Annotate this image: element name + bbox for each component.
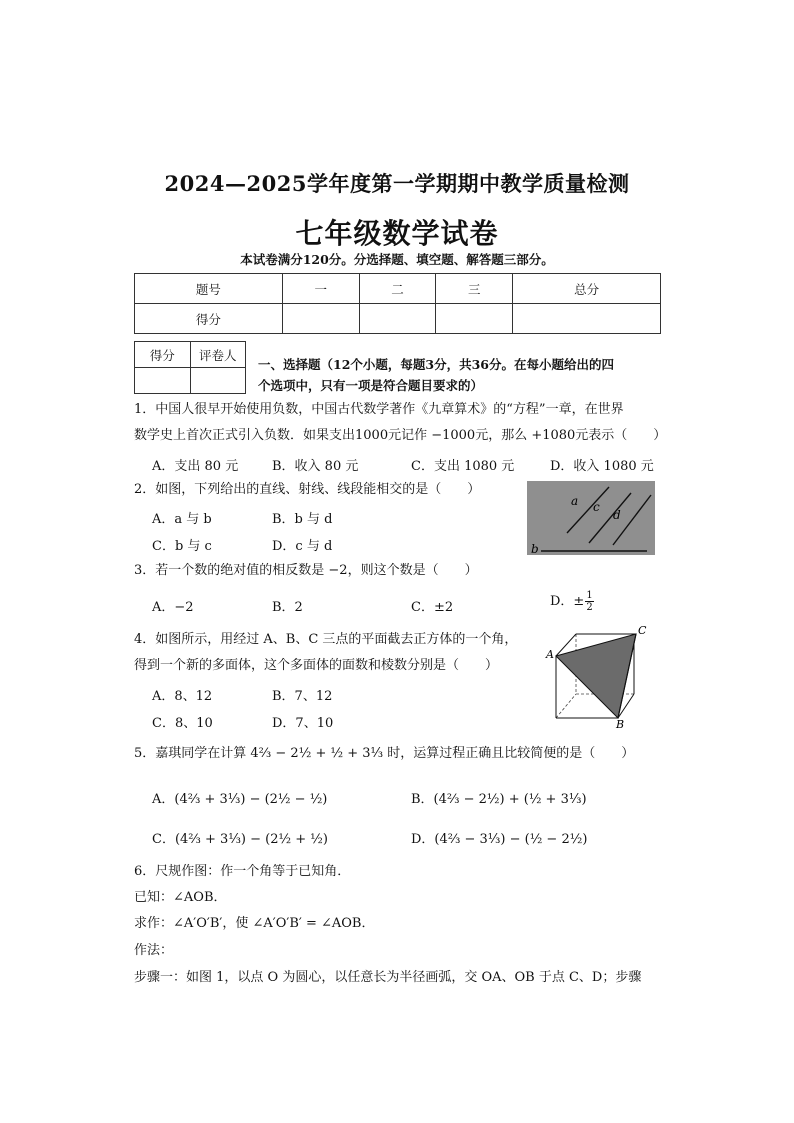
q6-known: 已知：∠AOB． [134, 890, 227, 905]
grader-header-score: 得分 [135, 342, 191, 368]
q5-option-b[interactable]: B．(4⅔ − 2½) + (½ + 3⅓) [411, 792, 587, 807]
q1-line2: 数学史上首次正式引入负数．如果支出1000元记作 −1000元，那么 +1080元表示（ ） [134, 428, 667, 443]
q5-option-a[interactable]: A．(4⅔ + 3⅓) − (2½ − ½) [152, 792, 328, 807]
q2-figure-background [527, 481, 655, 555]
score-header-cell: 二 [359, 274, 436, 304]
q4-label-b: B [616, 718, 625, 728]
score-table [134, 273, 661, 334]
exam-subtitle: 七年级数学试卷 [295, 217, 499, 250]
score-cell[interactable] [436, 304, 513, 334]
q3-option-c[interactable]: C．±2 [411, 600, 454, 615]
score-header-cell: 题号 [135, 274, 283, 304]
q5-stem-expression: 4⅔ − 2½ + ½ + 3⅓ [250, 746, 384, 761]
q2-label-d: d [613, 508, 621, 522]
q6-method: 作法： [134, 943, 174, 958]
q5-option-d[interactable]: D．(4⅔ − 3⅓) − (½ − 2½) [411, 832, 588, 847]
q4-option-d[interactable]: D．7、10 [272, 716, 334, 731]
score-header-cell: 总分 [513, 274, 661, 304]
q6-required: 求作：∠A′O′B′，使 ∠A′O′B′ = ∠AOB． [134, 916, 375, 931]
q1-option-b[interactable]: B．收入 80 元 [272, 459, 359, 474]
q2-label-a: a [571, 494, 579, 508]
section1-heading [258, 354, 668, 396]
q2-label-b: b [531, 542, 539, 555]
q3-stem: 3．若一个数的绝对值的相反数是 −2，则这个数是（ ） [134, 563, 478, 578]
q2-stem: 2．如图，下列给出的直线、射线、线段能相交的是（ ） [134, 482, 481, 497]
grader-name-cell[interactable] [190, 368, 246, 394]
q2-option-a[interactable]: A．a 与 b [152, 512, 212, 527]
score-row-label: 得分 [135, 304, 283, 334]
q4-label-c: C [638, 624, 647, 637]
q4-hidden-edge [556, 694, 576, 718]
score-header-cell: 三 [436, 274, 513, 304]
q5-option-c[interactable]: C．(4⅔ + 3⅓) − (2½ + ½) [152, 832, 328, 847]
score-table-header-row [135, 274, 661, 304]
q4-option-c[interactable]: C．8、10 [152, 716, 213, 731]
q4-line1: 4．如图所示，用经过 A、B、C 三点的平面截去正方体的一个角， [134, 632, 518, 647]
q5-stem [134, 744, 634, 764]
q1-option-a[interactable]: A．支出 80 元 [152, 459, 239, 474]
q1-line1: 1．中国人很早开始使用负数，中国古代数学著作《九章算术》的“方程”一章，在世界 [134, 402, 624, 417]
q2-option-d[interactable]: D．c 与 d [272, 539, 333, 554]
q4-option-b[interactable]: B．7、12 [272, 689, 333, 704]
q3-option-b[interactable]: B．2 [272, 600, 303, 615]
score-cell[interactable] [282, 304, 359, 334]
q1-option-c[interactable]: C．支出 1080 元 [411, 459, 515, 474]
score-cell[interactable] [359, 304, 436, 334]
q6-step1: 步骤一：如图 1，以点 O 为圆心，以任意长为半径画弧，交 OA、OB 于点 C、D；步骤 [134, 970, 642, 985]
q4-label-a: A [546, 648, 554, 661]
q2-figure [527, 481, 655, 555]
q3-option-d[interactable] [550, 590, 595, 613]
q2-option-c[interactable]: C．b 与 c [152, 539, 212, 554]
q1-option-d[interactable]: D．收入 1080 元 [550, 459, 654, 474]
grader-table [134, 341, 246, 394]
q4-line2: 得到一个新的多面体，这个多面体的面数和棱数分别是（ ） [134, 658, 499, 673]
section1-heading-line1: 一、选择题（12个小题，每题3分，共36分。在每小题给出的四 [258, 357, 614, 372]
q3-option-d-denominator: 2 [586, 602, 593, 613]
q4-cube-figure [544, 624, 650, 728]
q2-label-c: c [593, 500, 600, 514]
exam-title: 2024—2025学年度第一学期期中教学质量检测 [164, 171, 630, 196]
score-cell[interactable] [513, 304, 661, 334]
q3-option-d-fraction [585, 590, 593, 613]
score-table-score-row [135, 304, 661, 334]
q4-cut-face [556, 634, 636, 718]
q2-option-b[interactable]: B．b 与 d [272, 512, 333, 527]
q3-option-d-numerator: 1 [586, 590, 593, 601]
score-header-cell: 一 [282, 274, 359, 304]
q5-stem-suffix: 时，运算过程正确且比较简便的是（ ） [383, 746, 635, 761]
q3-option-d-prefix: D．± [550, 594, 585, 609]
grader-score-cell[interactable] [135, 368, 191, 394]
exam-note: 本试卷满分120分。分选择题、填空题、解答题三部分。 [240, 252, 554, 267]
q3-option-a[interactable]: A．−2 [152, 600, 194, 615]
section1-heading-line2: 个选项中，只有一项是符合题目要求的） [258, 378, 484, 393]
q5-stem-prefix: 5．嘉琪同学在计算 [134, 746, 251, 761]
q6-stem: 6．尺规作图：作一个角等于已知角． [134, 864, 351, 879]
q4-option-a[interactable]: A．8、12 [152, 689, 213, 704]
grader-header-grader: 评卷人 [190, 342, 246, 368]
